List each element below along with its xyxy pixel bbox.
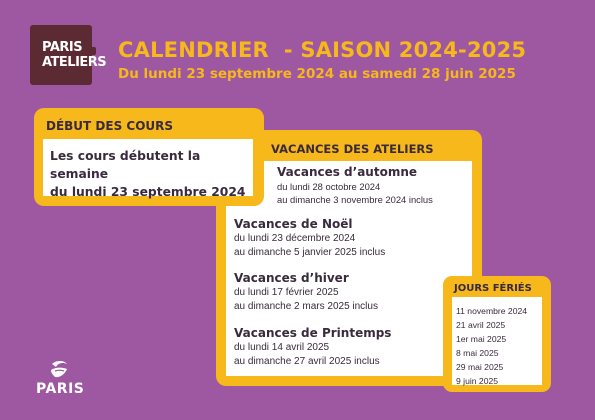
vacances-item-title: Vacances de Printemps — [234, 326, 392, 340]
vacances-item-from: du lundi 14 avril 2025 — [234, 342, 330, 353]
vacances-item-to: au dimanche 5 janvier 2025 inclus — [234, 247, 386, 258]
jour-ferie-date: 21 avril 2025 — [456, 320, 506, 330]
paris-city-logo — [36, 358, 84, 397]
jours-feries-content — [452, 297, 542, 385]
vacances-item-automne — [277, 165, 433, 206]
jour-ferie-date: 11 novembre 2024 — [456, 306, 528, 316]
vacances-heading: VACANCES DES ATELIERS — [271, 142, 434, 156]
vacances-item-hiver — [234, 271, 378, 314]
debut-cours-line-2: du lundi 23 septembre 2024 — [50, 185, 246, 199]
debut-cours-line-1: Les cours débutent la semaine — [50, 149, 201, 181]
jour-ferie-date: 1er mai 2025 — [456, 334, 507, 344]
debut-cours-heading: DÉBUT DES COURS — [46, 119, 174, 133]
vacances-item-from: du lundi 23 décembre 2024 — [234, 233, 356, 244]
vacances-item-title: Vacances de Noël — [234, 217, 353, 231]
paris-ateliers-logo — [30, 25, 107, 85]
vacances-item-title: Vacances d’automne — [277, 165, 418, 179]
jours-feries-heading: JOURS FÉRIÉS — [454, 283, 532, 294]
logo-line-2: ATELIERS — [42, 55, 107, 70]
paris-ship-icon — [48, 358, 70, 380]
logo-line-1: PARIS — [42, 40, 83, 55]
jour-ferie-date: 9 juin 2025 — [456, 376, 499, 386]
vacances-item-from: du lundi 17 février 2025 — [234, 287, 339, 298]
jour-ferie-date: 8 mai 2025 — [456, 348, 499, 358]
vacances-item-noel — [234, 217, 385, 260]
vacances-item-to: au dimanche 2 mars 2025 inclus — [234, 301, 378, 312]
page-title: CALENDRIER - SAISON 2024-2025 — [118, 38, 527, 62]
jour-ferie-date: 29 mai 2025 — [456, 362, 504, 372]
vacances-item-from: du lundi 28 octobre 2024 — [277, 181, 381, 192]
debut-cours-content — [43, 139, 253, 199]
vacances-item-to: au dimanche 27 avril 2025 inclus — [234, 356, 380, 367]
logo-tab-shape — [90, 47, 96, 55]
paris-city-label: PARIS — [36, 381, 85, 397]
season-dates-subtitle: Du lundi 23 septembre 2024 au samedi 28 juin 2025 — [118, 66, 516, 82]
vacances-item-title: Vacances d’hiver — [234, 271, 349, 285]
vacances-item-printemps — [234, 326, 391, 369]
vacances-item-to: au dimanche 3 novembre 2024 inclus — [277, 194, 433, 205]
